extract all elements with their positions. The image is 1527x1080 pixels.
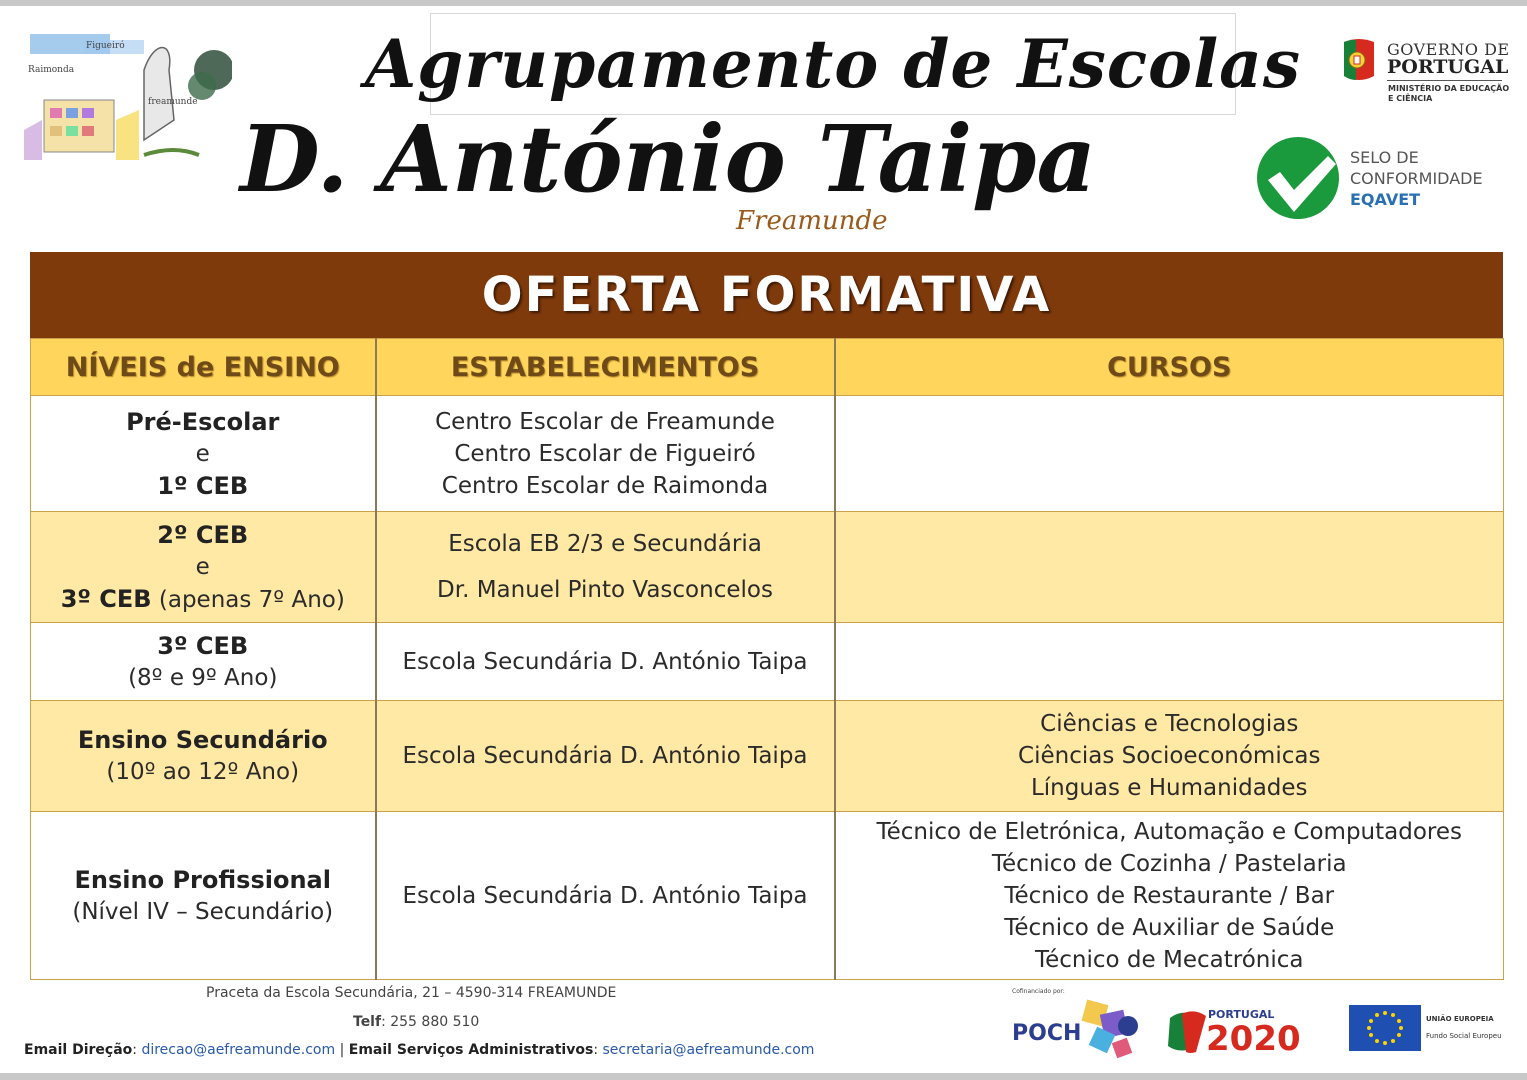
- portugal-2020-logo: [1166, 1004, 1326, 1056]
- level-name: Ensino Profissional: [74, 865, 331, 894]
- email-direction-label: Email Direção: [24, 1042, 133, 1058]
- poch-shape: [1118, 1016, 1138, 1036]
- logo-window: [66, 108, 78, 118]
- establishment-name: Centro Escolar de Figueiró: [454, 440, 756, 467]
- establishment-cell: [376, 812, 835, 980]
- level-note: (apenas 7º Ano): [158, 586, 345, 613]
- course-name: Ciências Socioeconómicas: [1018, 743, 1321, 769]
- establishment-name: Escola Secundária D. António Taipa: [402, 648, 808, 675]
- poch-logo: [1010, 996, 1142, 1062]
- establishment-cell: [376, 512, 835, 623]
- logo-stroke: [116, 110, 139, 160]
- logo-window: [66, 126, 78, 136]
- table-row: [31, 396, 1504, 512]
- top-border: [0, 0, 1527, 6]
- offer-banner: [30, 252, 1503, 338]
- logo-bird: [144, 48, 174, 141]
- portugal-flag-icon: [1340, 36, 1378, 84]
- eu-flag-icon: [1349, 1005, 1421, 1051]
- courses-cell: [835, 701, 1504, 812]
- logo-window: [82, 108, 94, 118]
- course-name: Técnico de Mecatrónica: [1035, 946, 1304, 973]
- gov-line-1: GOVERNO DE: [1387, 40, 1510, 59]
- level-connector: e: [195, 553, 210, 580]
- poch-text: POCH: [1012, 1021, 1082, 1046]
- eqavet-line-1: SELO DE: [1350, 148, 1419, 167]
- course-name: Línguas e Humanidades: [1030, 775, 1308, 801]
- eu-star: [1397, 1019, 1401, 1023]
- level-name: 1º CEB: [157, 471, 249, 500]
- eu-star: [1369, 1019, 1373, 1023]
- eu-star: [1375, 1013, 1379, 1017]
- title-line-1: Agrupamento de Escolas: [364, 25, 1302, 103]
- header-establishments: ESTABELECIMENTOS: [376, 339, 835, 396]
- flag-shield: [1354, 56, 1360, 64]
- poch-shape: [1112, 1038, 1133, 1059]
- level-note: (8º e 9º Ano): [128, 664, 278, 691]
- subtitle: Freamunde: [736, 206, 888, 236]
- government-logo: [1340, 36, 1510, 108]
- checkmark-icon: [1256, 136, 1340, 220]
- table-row: [31, 512, 1504, 623]
- establishment-cell: [376, 701, 835, 812]
- level-note: (Nível IV – Secundário): [72, 898, 334, 925]
- establishment-name: Centro Escolar de Raimonda: [441, 472, 769, 499]
- logo-stroke: [24, 120, 42, 160]
- eu-star: [1367, 1026, 1371, 1030]
- level-with-note: [31, 583, 375, 616]
- courses-cell: [835, 623, 1504, 701]
- eu-star: [1391, 1039, 1395, 1043]
- table-row: [31, 701, 1504, 812]
- eu-star: [1391, 1013, 1395, 1017]
- courses-cell: [835, 812, 1504, 980]
- header-courses: CURSOS: [835, 339, 1504, 396]
- logo-tree: [188, 72, 216, 100]
- course-name: Técnico de Auxiliar de Saúde: [1004, 914, 1335, 941]
- email-separator: |: [335, 1042, 349, 1058]
- establishment-cell: [376, 623, 835, 701]
- eqavet-line-2: CONFORMIDADE: [1350, 169, 1483, 188]
- courses-cell: [835, 512, 1504, 623]
- p2020-small-text: PORTUGAL: [1208, 1008, 1275, 1021]
- eu-logo: [1349, 1005, 1509, 1051]
- logo-ground: [144, 150, 199, 155]
- logo-label-left: Raimonda: [28, 65, 75, 75]
- course-name: Técnico de Eletrónica, Automação e Computadores: [876, 818, 1462, 845]
- eqavet-line-3: EQAVET: [1350, 190, 1421, 209]
- gov-line-3: MINISTÉRIO DA EDUCAÇÃO: [1388, 84, 1510, 93]
- level-cell: [31, 701, 376, 812]
- title-line-2: D. António Taipa: [240, 105, 1097, 213]
- phone-label: Telf: [353, 1014, 382, 1030]
- table-row: [31, 623, 1504, 701]
- eu-star: [1383, 1041, 1387, 1045]
- school-logo: [24, 30, 232, 170]
- p2020-big-text: 2020: [1206, 1019, 1301, 1056]
- footer-address: Praceta da Escola Secundária, 21 – 4590-314 FREAMUNDE: [206, 985, 617, 1001]
- logo-window: [50, 126, 62, 136]
- establishment-name: Centro Escolar de Freamunde: [435, 408, 775, 435]
- email-direction-link[interactable]: direcao@aefreamunde.com: [141, 1042, 336, 1058]
- establishment-cell: [376, 396, 835, 512]
- level-cell: [31, 812, 376, 980]
- eu-star: [1383, 1011, 1387, 1015]
- footer-emails: Email Direção: direcao@aefreamunde.com | Email Serviços Administrativos: secretaria@aefreamunde.com: [24, 1042, 815, 1058]
- p2020-red: [1182, 1011, 1206, 1053]
- level-name: 3º CEB: [60, 584, 152, 613]
- establishment-name: Escola EB 2/3 e Secundária: [448, 531, 762, 557]
- establishment-name: Dr. Manuel Pinto Vasconcelos: [437, 577, 773, 603]
- gov-line-4: E CIÊNCIA: [1388, 94, 1433, 103]
- eu-star: [1369, 1033, 1373, 1037]
- course-name: Técnico de Cozinha / Pastelaria: [991, 850, 1347, 877]
- eu-star: [1397, 1033, 1401, 1037]
- courses-cell: [835, 396, 1504, 512]
- level-cell: [31, 623, 376, 701]
- email-admin-link[interactable]: secretaria@aefreamunde.com: [602, 1042, 815, 1058]
- eu-star: [1375, 1039, 1379, 1043]
- title-box: [364, 13, 1302, 115]
- logo-window: [82, 126, 94, 136]
- logo-label-top: Figueiró: [86, 41, 125, 51]
- gov-line-2: PORTUGAL: [1387, 56, 1509, 78]
- eu-line-1: UNIÃO EUROPEIA: [1426, 1015, 1494, 1023]
- eu-line-2: Fundo Social Europeu: [1426, 1032, 1502, 1040]
- level-name: 3º CEB: [157, 631, 249, 660]
- offer-table: [30, 338, 1504, 980]
- logo-window: [50, 108, 62, 118]
- level-cell: [31, 396, 376, 512]
- banner-title: OFERTA FORMATIVA: [481, 267, 1052, 323]
- email-admin-label: Email Serviços Administrativos: [348, 1042, 594, 1058]
- table-row: [31, 812, 1504, 980]
- course-name: Ciências e Tecnologias: [1040, 711, 1299, 737]
- eqavet-seal: [1256, 136, 1506, 224]
- level-name: Ensino Secundário: [77, 726, 328, 754]
- establishment-name: Escola Secundária D. António Taipa: [402, 882, 808, 909]
- cofinanced-label: Cofinanciado por:: [1012, 988, 1065, 995]
- logo-label-right: freamunde: [148, 97, 198, 107]
- establishment-name: Escola Secundária D. António Taipa: [402, 743, 808, 769]
- phone-value: : 255 880 510: [381, 1014, 480, 1030]
- gov-divider: [1387, 80, 1502, 81]
- course-name: Técnico de Restaurante / Bar: [1004, 882, 1335, 909]
- level-note: (10º ao 12º Ano): [106, 759, 300, 785]
- level-name: Pré-Escolar: [126, 407, 280, 436]
- footer-phone: [353, 1014, 479, 1030]
- eu-star: [1399, 1026, 1403, 1030]
- table-header-row: [31, 339, 1504, 396]
- level-cell: [31, 512, 376, 623]
- bottom-border: [0, 1073, 1527, 1080]
- line-gap: [377, 560, 834, 574]
- header-levels: NÍVEIS de ENSINO: [31, 339, 376, 396]
- level-name: 2º CEB: [157, 520, 249, 549]
- level-connector: e: [195, 440, 210, 467]
